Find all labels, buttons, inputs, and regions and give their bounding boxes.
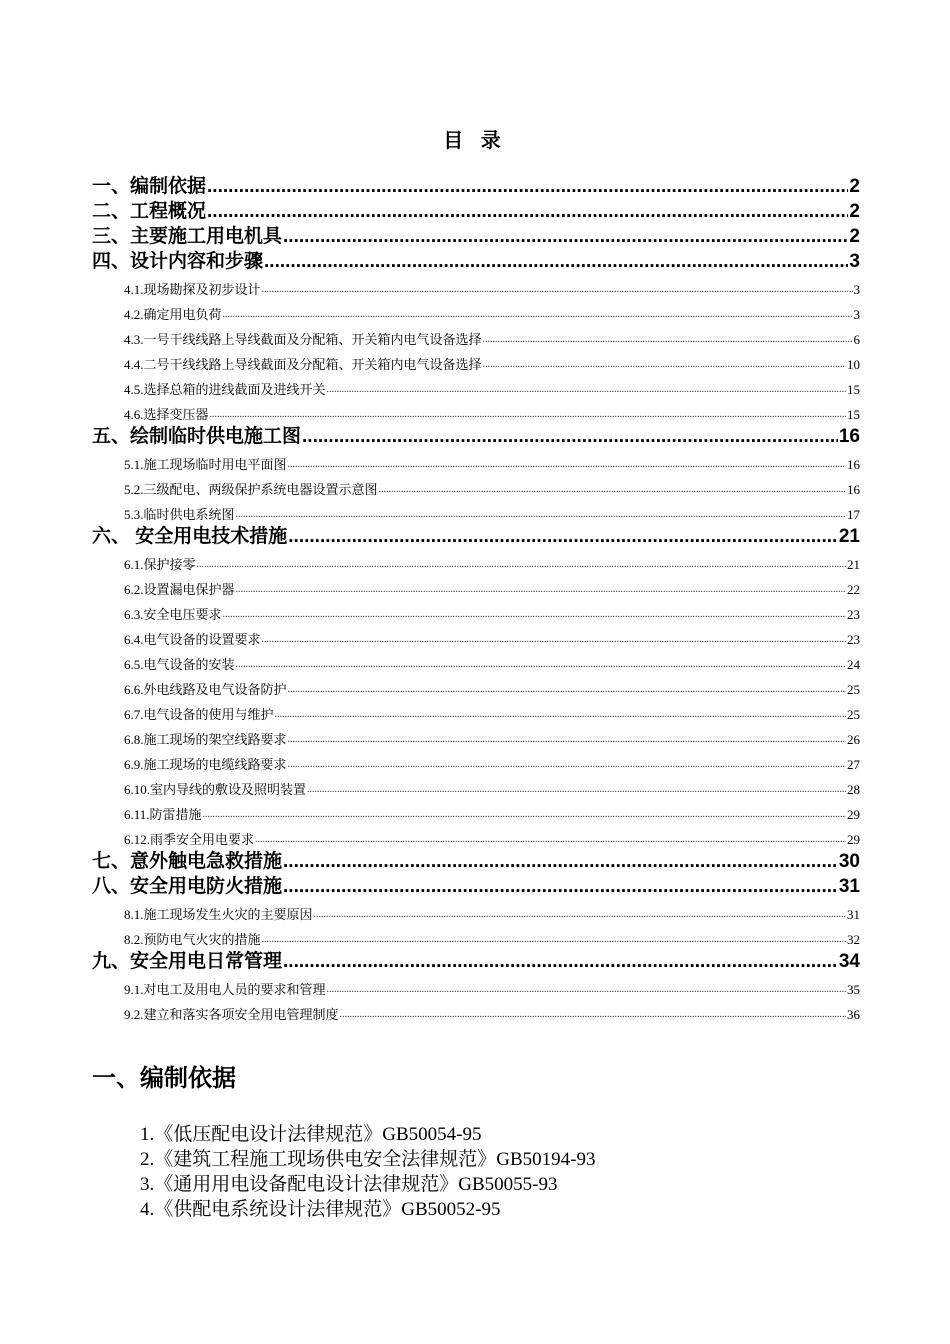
toc-page-number: 34 xyxy=(838,951,860,972)
toc-subsection-entry[interactable] xyxy=(124,448,860,473)
toc-page-number: 21 xyxy=(838,526,860,547)
toc-entry-label: 4.4.二号干线线路上导线截面及分配箱、开关箱内电气设备选择 xyxy=(124,357,482,372)
toc-page-number: 29 xyxy=(847,832,860,847)
toc-entry-label: 6.1.保护接零 xyxy=(124,557,196,572)
reference-list xyxy=(140,1122,595,1222)
toc-dot-leader xyxy=(307,785,846,798)
toc-dot-leader xyxy=(288,760,846,773)
toc-page-number: 2 xyxy=(849,226,860,247)
toc-page-number: 6 xyxy=(853,332,860,347)
toc-page-number: 35 xyxy=(847,982,860,997)
toc-page-number: 3 xyxy=(849,251,860,272)
toc-chapter-entry[interactable] xyxy=(92,423,860,448)
toc-page-number: 15 xyxy=(847,382,860,397)
toc-chapter-entry[interactable] xyxy=(92,948,860,973)
toc-dot-leader xyxy=(264,252,848,273)
toc-page-number: 16 xyxy=(847,457,860,472)
toc-page-number: 23 xyxy=(847,607,860,622)
toc-chapter-entry[interactable] xyxy=(92,198,860,223)
toc-dot-leader xyxy=(314,910,846,923)
toc-entry-label: 6.9.施工现场的电缆线路要求 xyxy=(124,757,287,772)
toc-dot-leader xyxy=(340,1010,846,1023)
toc-page-number: 26 xyxy=(847,732,860,747)
toc-page-number: 16 xyxy=(847,482,860,497)
toc-page-number: 31 xyxy=(838,876,860,897)
toc-entry-label: 5.1.施工现场临时用电平面图 xyxy=(124,457,287,472)
toc-dot-leader xyxy=(283,227,848,248)
toc-page-number: 27 xyxy=(847,757,860,772)
toc-page-number: 28 xyxy=(847,782,860,797)
toc-entry-label: 二、工程概况 xyxy=(92,201,207,222)
toc-page-number: 24 xyxy=(847,657,860,672)
toc-entry-label: 6.6.外电线路及电气设备防护 xyxy=(124,682,287,697)
toc-subsection-entry[interactable] xyxy=(124,573,860,598)
toc-page-number: 23 xyxy=(847,632,860,647)
toc-dot-leader xyxy=(207,202,848,223)
toc-entry-label: 6.7.电气设备的使用与维护 xyxy=(124,707,274,722)
toc-dot-leader xyxy=(262,935,846,948)
toc-entry-label: 三、主要施工用电机具 xyxy=(92,226,283,247)
toc-entry-label: 5.3.临时供电系统图 xyxy=(124,507,235,522)
toc-dot-leader xyxy=(327,985,846,998)
toc-entry-label: 6.5.电气设备的安装 xyxy=(124,657,235,672)
toc-subsection-entry[interactable] xyxy=(124,923,860,948)
toc-entry-label: 9.1.对电工及用电人员的要求和管理 xyxy=(124,982,326,997)
reference-item: 4.《供配电系统设计法律规范》GB50052-95 xyxy=(140,1199,501,1220)
toc-dot-leader xyxy=(203,810,846,823)
toc-chapter-entry[interactable] xyxy=(92,223,860,248)
toc-entry-label: 4.3.一号干线线路上导线截面及分配箱、开关箱内电气设备选择 xyxy=(124,332,482,347)
toc-subsection-entry[interactable] xyxy=(124,773,860,798)
toc-subsection-entry[interactable] xyxy=(124,323,860,348)
toc-entry-label: 四、设计内容和步骤 xyxy=(92,251,264,272)
toc-entry-label: 6.11.防雷措施 xyxy=(124,807,202,822)
toc-subsection-entry[interactable] xyxy=(124,623,860,648)
toc-page-number: 29 xyxy=(847,807,860,822)
toc-entry-label: 4.2.确定用电负荷 xyxy=(124,307,222,322)
toc-entry-label: 6.8.施工现场的架空线路要求 xyxy=(124,732,287,747)
toc-subsection-entry[interactable] xyxy=(124,473,860,498)
toc-subsection-entry[interactable] xyxy=(124,748,860,773)
toc-entry-label: 一、编制依据 xyxy=(92,176,207,197)
reference-item: 3.《通用用电设备配电设计法律规范》GB50055-93 xyxy=(140,1174,558,1195)
toc-subsection-entry[interactable] xyxy=(124,823,860,848)
toc-dot-leader xyxy=(236,510,846,523)
toc-subsection-entry[interactable] xyxy=(124,373,860,398)
toc-entry-label: 七、意外触电急救措施 xyxy=(92,851,283,872)
toc-entry-label: 8.2.预防电气火灾的措施 xyxy=(124,932,261,947)
toc-entry-label: 6.12.雨季安全用电要求 xyxy=(124,832,255,847)
toc-dot-leader xyxy=(223,310,853,323)
toc-entry-label: 4.1.现场勘探及初步设计 xyxy=(124,282,261,297)
toc-entry-label: 八、安全用电防火措施 xyxy=(92,876,283,897)
toc-dot-leader xyxy=(207,177,848,198)
toc-dot-leader xyxy=(197,560,846,573)
toc-entry-label: 5.2.三级配电、两级保护系统电器设置示意图 xyxy=(124,482,378,497)
toc-title: 目 录 xyxy=(443,130,507,152)
toc-entry-label: 4.6.选择变压器 xyxy=(124,407,209,422)
toc-entry-label: 6.10.室内导线的敷设及照明装置 xyxy=(124,782,307,797)
toc-dot-leader xyxy=(275,710,846,723)
toc-subsection-entry[interactable] xyxy=(124,548,860,573)
toc-subsection-entry[interactable] xyxy=(124,898,860,923)
toc-page-number: 3 xyxy=(853,282,860,297)
toc-dot-leader xyxy=(223,610,846,623)
toc-dot-leader xyxy=(288,527,838,548)
toc-dot-leader xyxy=(262,285,853,298)
toc-page-number: 10 xyxy=(847,357,860,372)
toc-page-number: 22 xyxy=(847,582,860,597)
toc-page-number: 32 xyxy=(847,932,860,947)
toc-entry-label: 6.2.设置漏电保护器 xyxy=(124,582,235,597)
toc-dot-leader xyxy=(483,360,846,373)
toc-page-number: 30 xyxy=(838,851,860,872)
toc-page-number: 25 xyxy=(847,682,860,697)
toc-entry-label: 6.4.电气设备的设置要求 xyxy=(124,632,261,647)
toc-entry-label: 4.5.选择总箱的进线截面及进线开关 xyxy=(124,382,326,397)
toc-page-number: 21 xyxy=(847,557,860,572)
toc-chapter-entry[interactable] xyxy=(92,523,860,548)
toc-subsection-entry[interactable] xyxy=(124,648,860,673)
toc-subsection-entry[interactable] xyxy=(124,998,860,1023)
toc-subsection-entry[interactable] xyxy=(124,348,860,373)
toc-dot-leader xyxy=(288,685,846,698)
toc-dot-leader xyxy=(236,660,846,673)
toc-subsection-entry[interactable] xyxy=(124,273,860,298)
toc-entry-label: 6.3.安全电压要求 xyxy=(124,607,222,622)
toc-dot-leader xyxy=(283,877,838,898)
toc-dot-leader xyxy=(288,460,846,473)
toc-page-number: 25 xyxy=(847,707,860,722)
toc-page-number: 16 xyxy=(838,426,860,447)
toc-page-number: 31 xyxy=(847,907,860,922)
toc-chapter-entry[interactable] xyxy=(92,248,860,273)
toc-subsection-entry[interactable] xyxy=(124,798,860,823)
toc-entry-label: 9.2.建立和落实各项安全用电管理制度 xyxy=(124,1007,339,1022)
toc-page-number: 17 xyxy=(847,507,860,522)
toc-page-number: 2 xyxy=(849,201,860,222)
reference-item: 2.《建筑工程施工现场供电安全法律规范》GB50194-93 xyxy=(140,1149,596,1170)
toc-page-number: 2 xyxy=(849,176,860,197)
reference-item: 1.《低压配电设计法律规范》GB50054-95 xyxy=(140,1124,482,1145)
toc-page-number: 15 xyxy=(847,407,860,422)
toc-subsection-entry[interactable] xyxy=(124,398,860,423)
toc-chapter-entry[interactable] xyxy=(92,873,860,898)
toc-dot-leader xyxy=(283,952,838,973)
toc-dot-leader xyxy=(327,385,846,398)
toc-dot-leader xyxy=(262,635,846,648)
toc-dot-leader xyxy=(255,835,846,848)
toc-subsection-entry[interactable] xyxy=(124,598,860,623)
toc-chapter-entry[interactable] xyxy=(92,848,860,873)
toc-entry-label: 九、安全用电日常管理 xyxy=(92,951,283,972)
toc-chapter-entry[interactable] xyxy=(92,173,860,198)
toc-entry-label: 六、 安全用电技术措施 xyxy=(92,526,288,547)
toc-subsection-entry[interactable] xyxy=(124,298,860,323)
toc-subsection-entry[interactable] xyxy=(124,973,860,998)
toc-dot-leader xyxy=(283,852,838,873)
toc-dot-leader xyxy=(288,735,846,748)
toc-entry-label: 8.1.施工现场发生火灾的主要原因 xyxy=(124,907,313,922)
toc-dot-leader xyxy=(236,585,846,598)
toc-dot-leader xyxy=(210,410,846,423)
section-heading: 一、编制依据 xyxy=(92,1065,236,1092)
toc-subsection-entry[interactable] xyxy=(124,673,860,698)
toc-subsection-entry[interactable] xyxy=(124,698,860,723)
toc-dot-leader xyxy=(302,427,838,448)
toc-subsection-entry[interactable] xyxy=(124,498,860,523)
toc-subsection-entry[interactable] xyxy=(124,723,860,748)
toc-page-number: 3 xyxy=(853,307,860,322)
toc-dot-leader xyxy=(483,335,853,348)
toc-dot-leader xyxy=(379,485,846,498)
toc-entry-label: 五、绘制临时供电施工图 xyxy=(92,426,302,447)
toc-page-number: 36 xyxy=(847,1007,860,1022)
